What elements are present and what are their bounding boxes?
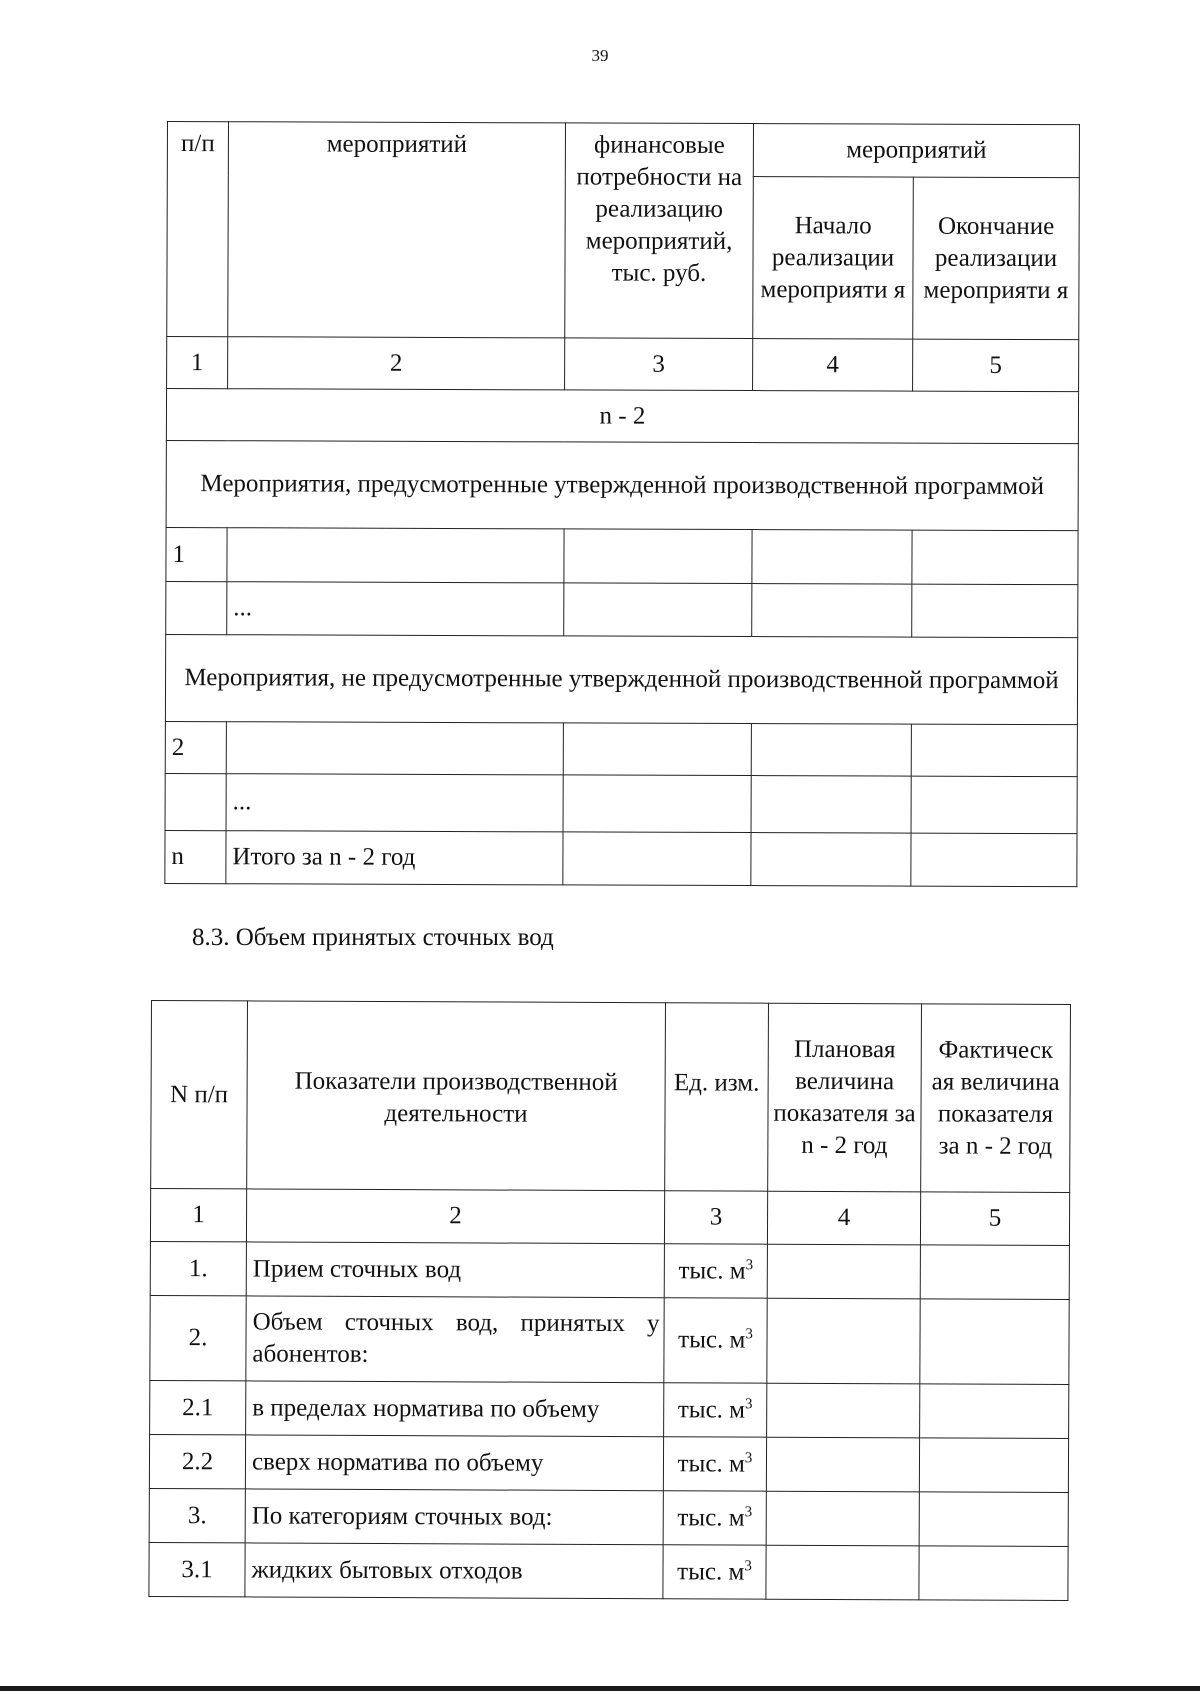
table-cell	[563, 723, 751, 776]
page-number: 39	[591, 46, 609, 65]
header-indicators: Показатели производственной деятельности	[247, 1001, 666, 1191]
table-cell	[911, 724, 1077, 777]
row-num: 3.	[149, 1488, 245, 1542]
table-cell	[563, 832, 751, 886]
col-number: 3	[664, 1191, 767, 1244]
unit-cell: тыс. $м^3$	[663, 1545, 766, 1599]
table-cell	[767, 1244, 920, 1299]
header-actual: Фактическ ая величина показателя за n - 2 год	[921, 1004, 1071, 1193]
row-num: 1.	[150, 1241, 246, 1295]
table-cell	[751, 833, 911, 887]
table-cell	[766, 1437, 919, 1492]
table-cell	[920, 1245, 1069, 1300]
indicator-name: жидких бытовых отходов	[245, 1543, 663, 1599]
row-num: 2	[165, 721, 226, 773]
table-cell	[752, 584, 912, 638]
col-number: 5	[920, 1192, 1069, 1246]
table-cell	[919, 1492, 1068, 1547]
col-number: 4	[767, 1191, 920, 1245]
table-cell	[912, 530, 1078, 585]
indicator-name: Объем сточных вод, принятых у абонентов:	[246, 1296, 664, 1383]
table-cell	[165, 773, 226, 830]
unit-cell: тыс. $м^3$	[664, 1244, 767, 1298]
table-cell	[564, 529, 752, 584]
ellipsis-cell: ...	[227, 582, 564, 636]
table-cell	[166, 581, 227, 634]
total-label: Итого за n - 2 год	[226, 831, 563, 885]
col-number: 2	[228, 337, 565, 390]
col-number: 3	[565, 338, 753, 391]
indicator-name: По категориям сточных вод:	[245, 1489, 663, 1545]
row-num: 3.1	[149, 1542, 245, 1596]
table-cell	[767, 1383, 920, 1438]
period-row: n - 2	[166, 389, 1078, 444]
table-cell	[766, 1545, 919, 1600]
header-end: Окончание реализации мероприяти я	[913, 177, 1080, 340]
row-num: 2.2	[149, 1434, 245, 1488]
col-number: 5	[913, 339, 1079, 392]
header-planned: Плановая величина показателя за n - 2 год	[768, 1003, 922, 1192]
table-cell	[911, 833, 1077, 887]
table-cell	[919, 1438, 1068, 1493]
header-terms: мероприятий	[753, 124, 1079, 178]
indicator-name: в пределах норматива по объему	[246, 1381, 664, 1437]
col-number: 1	[167, 337, 228, 389]
row-num: 2.	[150, 1295, 246, 1380]
row-num: n	[165, 830, 226, 883]
table-cell	[751, 776, 911, 834]
header-start: Начало реализации мероприяти я	[753, 177, 914, 340]
col-number: 2	[246, 1189, 664, 1244]
unit-cell: тыс. $м^3$	[664, 1383, 767, 1437]
header-finance: финансовые потребности на реализацию мероприятий, тыс. руб.	[565, 123, 754, 339]
table-cell	[920, 1384, 1069, 1439]
row-num: 2.1	[150, 1380, 246, 1434]
section-title: Мероприятия, предусмотренные утвержденной производственной программой	[166, 440, 1078, 530]
header-num: п/п	[167, 122, 229, 337]
indicator-name: сверх норматива по объему	[245, 1435, 663, 1491]
table-cell	[912, 584, 1078, 638]
table-cell	[920, 1299, 1069, 1385]
unit-cell: тыс. $м^3$	[663, 1491, 766, 1545]
row-num: 1	[166, 527, 227, 581]
table-cell	[564, 583, 752, 637]
table-cell	[911, 776, 1077, 834]
investment-measures-table	[164, 121, 1080, 887]
table-cell	[766, 1491, 919, 1546]
table-cell	[919, 1546, 1068, 1601]
col-number: 1	[150, 1189, 246, 1242]
unit-cell: тыс. $м^3$	[664, 1298, 767, 1383]
section-title: Мероприятия, не предусмотренные утвержденной производственной программой	[165, 634, 1077, 724]
table-cell	[752, 530, 912, 585]
section-heading: 8.3. Объем принятых сточных вод	[192, 924, 554, 951]
table-cell	[751, 724, 911, 777]
table-cell	[226, 722, 563, 775]
wastewater-volume-table	[148, 1000, 1071, 1601]
scan-edge-rule	[0, 1686, 1200, 1691]
header-measures: мероприятий	[228, 122, 566, 338]
ellipsis-cell: ...	[226, 774, 563, 832]
table-cell	[227, 528, 564, 583]
header-num: N п/п	[151, 1001, 248, 1189]
col-number: 4	[753, 339, 913, 392]
table-cell	[563, 775, 751, 833]
header-unit: Ед. изм.	[665, 1003, 769, 1191]
unit-cell: тыс. $м^3$	[663, 1437, 766, 1491]
table-cell	[767, 1298, 920, 1384]
indicator-name: Прием сточных вод	[246, 1242, 664, 1298]
